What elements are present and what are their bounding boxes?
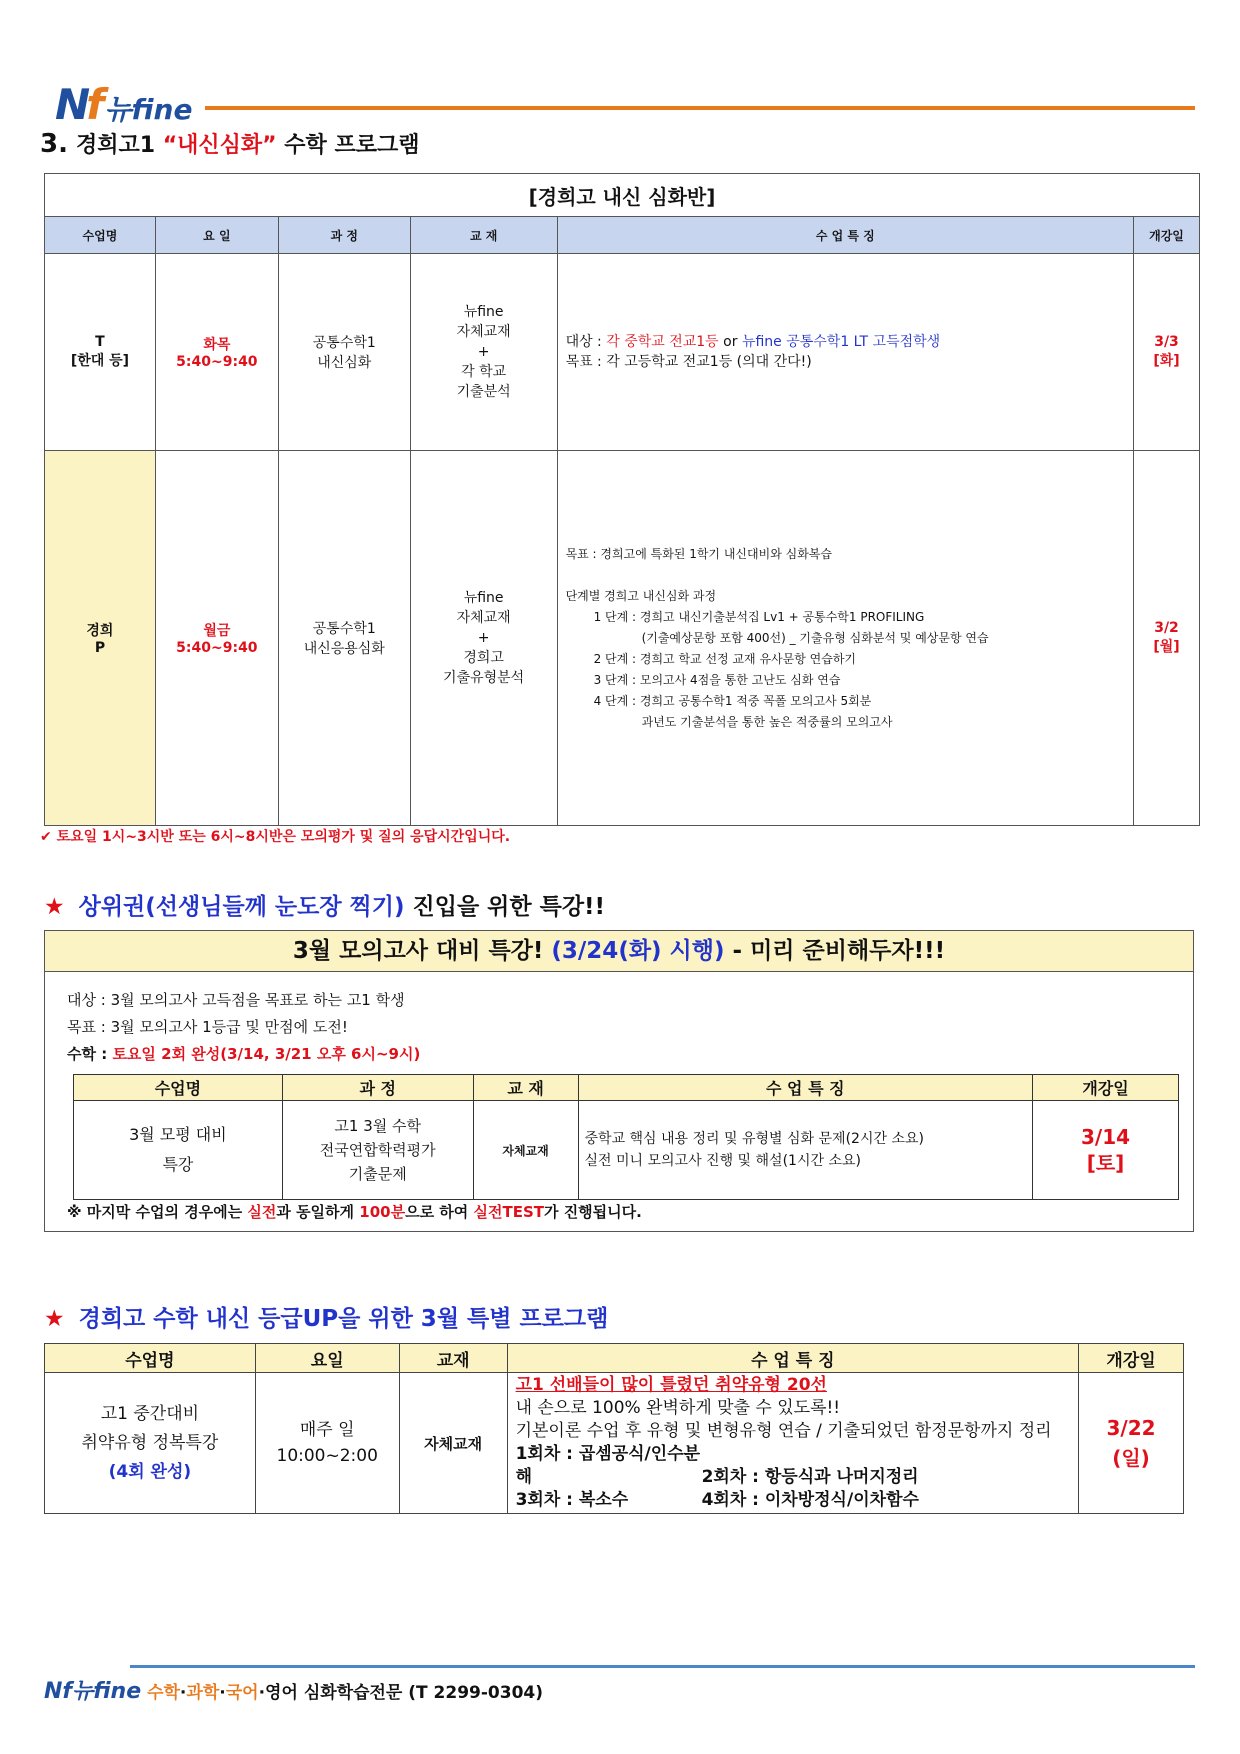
program-heading: ★ 경희고 수학 내신 등급UP을 위한 3월 특별 프로그램	[44, 1306, 609, 1332]
col-header: 과 정	[278, 217, 410, 254]
col-header: 요일	[255, 1344, 399, 1373]
col-header: 교 재	[410, 217, 557, 254]
col-header: 개강일	[1134, 217, 1200, 254]
class-name: 고1 중간대비 취약유형 정복특강 (4회 완성)	[45, 1373, 256, 1514]
col-header: 개강일	[1033, 1075, 1179, 1101]
col-header: 과 정	[282, 1075, 473, 1101]
footer-logo: Nf뉴fine	[44, 1679, 142, 1704]
star-icon: ★	[44, 894, 65, 920]
class-day: 월금 5:40~9:40	[155, 451, 278, 826]
col-header: 수 업 특 징	[557, 217, 1133, 254]
intensive-class-table	[44, 173, 1200, 826]
class-textbook: 뉴fine 자체교재 + 각 학교 기출분석	[410, 254, 557, 451]
col-header: 개강일	[1079, 1344, 1184, 1373]
col-header: 수 업 특 징	[578, 1075, 1033, 1101]
class-features: 목표 : 경희고에 특화된 1학기 내신대비와 심화복습 단계별 경희고 내신심화 과정 1 단계 : 경희고 내신기출분석집 Lv1 + 공통수학1 PROFILING (기출예상문항 포함 400선) _ 기출유형 심화분석 및 예상문항 연습 2 단계 : 경희고 학교 선정 교재 유사문항 연습하기 3 단계 : 모의고사 4점을 통한 고난도 심화 연습 4 단계 : 경희고 공통수학1 적중 꼭폴 모의고사 5회분 과년도 기출분석을 통한 높은 적중률의 모의고사	[557, 451, 1133, 826]
section-title: 3. 경희고1 “내신심화” 수학 프로그램	[40, 129, 420, 159]
col-header: 수업명	[45, 217, 156, 254]
col-header: 수업명	[45, 1344, 256, 1373]
class-course: 공통수학1 내신심화	[278, 254, 410, 451]
box-note: ※ 마지막 수업의 경우에는 실전과 동일하게 100분으로 하여 실전TEST가 진행됩니다.	[67, 1203, 642, 1221]
class-day: 매주 일 10:00~2:00	[255, 1373, 399, 1514]
class-open-date: 3/2 [월]	[1134, 451, 1200, 826]
table-title: [경희고 내신 심화반]	[45, 174, 1200, 217]
table-row	[74, 1101, 1179, 1200]
class-features: 대상 : 각 중학교 전교1등 or 뉴fine 공통수학1 LT 고득점학생 목표 : 각 고등학교 전교1등 (의대 간다!)	[557, 254, 1133, 451]
footer: Nf뉴fine 수학·과학·국어·영어 심화학습전문 (T 2299-0304)	[44, 1679, 544, 1704]
col-header: 수 업 특 징	[507, 1344, 1078, 1373]
col-header: 교재	[399, 1344, 507, 1373]
table-row	[45, 254, 1200, 451]
logo-text: 뉴fine	[104, 93, 193, 126]
col-header: 요 일	[155, 217, 278, 254]
class-textbook: 자체교재	[473, 1101, 578, 1200]
class-features: 고1 선배들이 많이 틀렸던 취약유형 20선 내 손으로 100% 완벽하게 맞출 수 있도록!! 기본이론 수업 후 유형 및 변형유형 연습 / 기출되었던 함정문항까지 정리 1회차 : 곱셈공식/인수분해 2회차 : 항등식과 나머지정리 3회차 : 복소수 4회차 : 이차방정식/이차함수	[507, 1373, 1078, 1514]
class-day: 화목 5:40~9:40	[155, 254, 278, 451]
header-rule	[205, 106, 1195, 110]
class-open-date: 3/3 [화]	[1134, 254, 1200, 451]
footer-rule	[130, 1665, 1195, 1668]
class-textbook: 자체교재	[399, 1373, 507, 1514]
special-program-table	[44, 1343, 1184, 1514]
special-heading: ★ 상위권(선생님들께 눈도장 찍기) 진입을 위한 특강!!	[44, 894, 606, 920]
class-name: 경희 P	[45, 451, 156, 826]
class-course: 공통수학1 내신응용심화	[278, 451, 410, 826]
schedule-note: ✔ 토요일 1시~3시반 또는 6시~8시반은 모의평가 및 질의 응답시간입니다.	[40, 829, 511, 845]
col-header: 교 재	[473, 1075, 578, 1101]
col-header: 수업명	[74, 1075, 283, 1101]
class-name: 3월 모평 대비 특강	[74, 1101, 283, 1200]
star-icon: ★	[44, 1306, 65, 1332]
special-class-table	[73, 1074, 1179, 1200]
table-row	[45, 451, 1200, 826]
class-textbook: 뉴fine 자체교재 + 경희고 기출유형분석	[410, 451, 557, 826]
class-open-date: 3/22 (일)	[1079, 1373, 1184, 1514]
table-header-row	[45, 1344, 1184, 1373]
class-features: 중학교 핵심 내용 정리 및 유형별 심화 문제(2시간 소요) 실전 미니 모의고사 진행 및 해설(1시간 소요)	[578, 1101, 1033, 1200]
class-name: T [한대 등]	[45, 254, 156, 451]
table-header-row	[45, 217, 1200, 254]
class-course: 고1 3월 수학 전국연합학력평가 기출문제	[282, 1101, 473, 1200]
table-header-row	[74, 1075, 1179, 1101]
box-details: 대상 : 3월 모의고사 고득점을 목표로 하는 고1 학생 목표 : 3월 모의고사 1등급 및 만점에 도전! 수학 : 토요일 2회 완성(3/14, 3/21 오후 6시~9시)	[67, 991, 421, 1063]
brand-logo	[55, 80, 192, 129]
box-title: 3월 모의고사 대비 특강! (3/24(화) 시행) - 미리 준비해두자!!!	[45, 931, 1193, 972]
class-open-date: 3/14 [토]	[1033, 1101, 1179, 1200]
table-row	[45, 1373, 1184, 1514]
mock-exam-special-box	[44, 930, 1194, 1232]
logo-mark: Nf	[55, 80, 101, 129]
